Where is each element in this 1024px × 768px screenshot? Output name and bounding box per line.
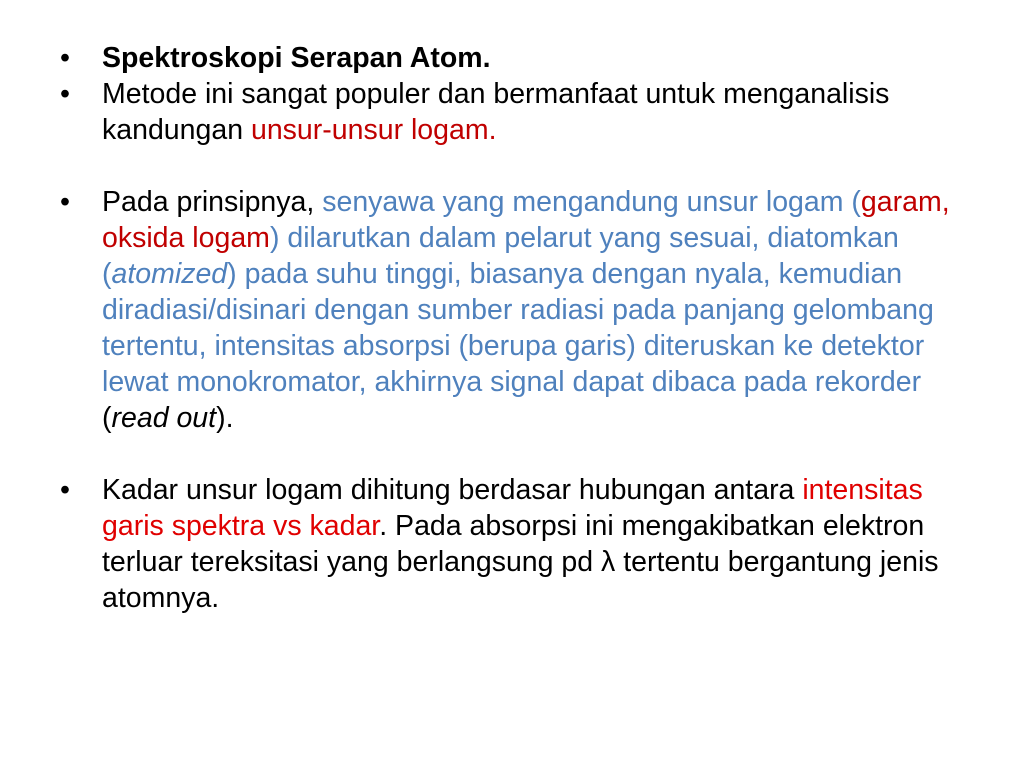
- bullet-dot: •: [60, 42, 70, 74]
- bullet-item-title: [60, 40, 980, 76]
- bullet-item-method: [60, 76, 980, 148]
- bullet-text-segment: ).: [216, 402, 234, 434]
- highlight-metals: unsur-unsur logam.: [250, 114, 497, 146]
- bullet-dot: •: [60, 78, 70, 110]
- bullet-text-segment: senyawa yang mengandung unsur logam (: [322, 186, 861, 218]
- bullet-text-segment: Metode ini sangat populer dan bermanfaat untuk menganalisis kandungan: [102, 78, 890, 146]
- bullet-text-segment: Kadar unsur logam dihitung berdasar hubungan antara: [102, 474, 803, 506]
- bullet-text-segment: Spektroskopi Serapan Atom.: [102, 42, 491, 74]
- bullet-item-principle: [60, 184, 980, 436]
- bullet-item-concentration: [60, 472, 980, 616]
- italic-term-read-out: read out: [111, 402, 217, 434]
- bullet-text-segment: . Pada absorpsi ini mengakibatkan elektron terluar tereksitasi yang berlangsung pd λ tertentu bergantung jenis atomnya.: [102, 510, 939, 614]
- highlight-intensity: intensitas garis spektra vs kadar: [102, 474, 923, 542]
- bullet-text-segment: (: [102, 402, 112, 434]
- bullet-dot: •: [60, 474, 70, 506]
- bullet-text-segment: Pada prinsipnya,: [102, 186, 323, 218]
- bullet-dot: •: [60, 186, 70, 218]
- highlight-salts: garam, oksida logam: [102, 186, 950, 254]
- bullet-list: [60, 40, 980, 616]
- bullet-text-segment: ) pada suhu tinggi, biasanya dengan nyala, kemudian diradiasi/disinari dengan sumber radiasi pada panjang gelombang tertentu, intensitas absorpsi (berupa garis) diteruskan ke detektor lewat monokromator, akhirnya signal dapat dibaca pada rekorder: [102, 258, 934, 398]
- italic-term-atomized: atomized: [111, 258, 228, 290]
- bullet-text-segment: ) dilarutkan dalam pelarut yang sesuai, diatomkan (: [102, 222, 899, 290]
